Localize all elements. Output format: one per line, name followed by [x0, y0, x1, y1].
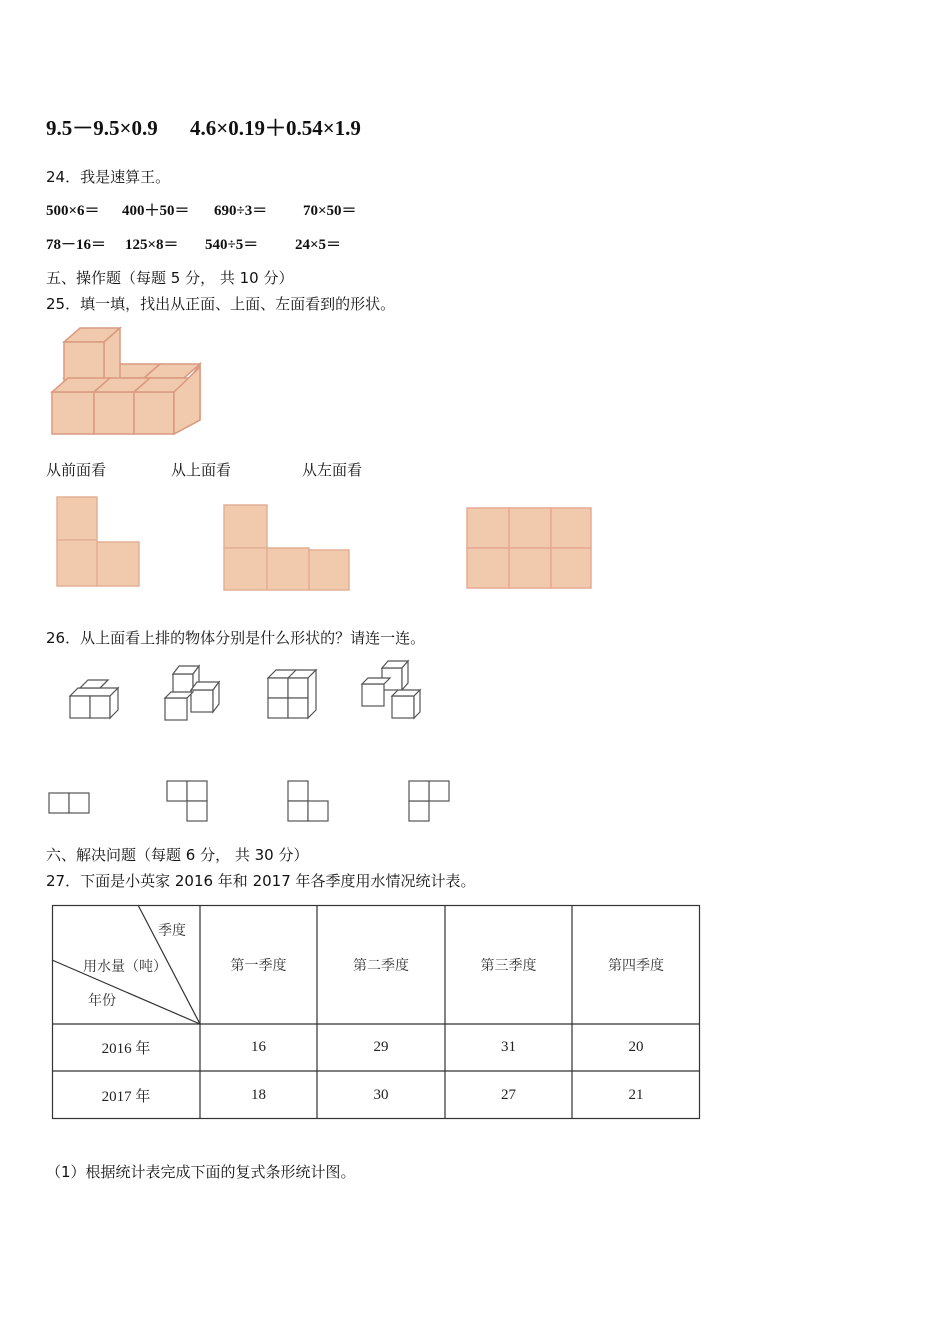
header-q3: 第三季度 [480, 957, 537, 974]
header-q2: 第二季度 [353, 957, 409, 974]
row-2017-q3: 27 [501, 1086, 516, 1103]
q24-item: 500×6＝ [46, 203, 100, 219]
q27-sub1: （1）根据统计表完成下面的复式条形统计图。 [46, 1163, 356, 1181]
water-usage-table [52, 905, 700, 1119]
view-label-top: 从上面看 [171, 461, 232, 479]
row-2016-q4: 20 [628, 1039, 644, 1055]
q26-object-4 [358, 658, 424, 724]
expression-1: 9.5－9.5×0.9 [46, 116, 158, 140]
q26-shape-b [166, 780, 212, 826]
q24-item: 70×50＝ [303, 203, 357, 219]
row-2017-q1: 18 [251, 1086, 266, 1103]
corner-label-year: 年份 [88, 993, 116, 1009]
row-2016-q1: 16 [251, 1039, 266, 1055]
q26-object-1 [66, 676, 126, 726]
top-view-shape [222, 503, 352, 593]
q26-shape-d [408, 780, 454, 826]
q25-title: 25．填一填，找出从正面、上面、左面看到的形状。 [46, 295, 396, 313]
expression-2: 4.6×0.19＋0.54×1.9 [190, 116, 361, 140]
header-q4: 第四季度 [608, 957, 664, 974]
q24-item: 400＋50＝ [122, 203, 190, 219]
q24-item: 125×8＝ [125, 237, 179, 253]
row-2017-year: 2017 年 [101, 1088, 151, 1105]
row-2016-q3: 31 [501, 1039, 516, 1055]
row-2016-year: 2016 年 [101, 1041, 151, 1057]
cube-stack-figure [50, 322, 220, 442]
q26-title: 26．从上面看上排的物体分别是什么形状的？请连一连。 [46, 629, 426, 647]
row-2017-q4: 21 [628, 1086, 644, 1103]
q26-shape-c [287, 780, 333, 826]
q24-title: 24．我是速算王。 [46, 168, 171, 186]
corner-label-usage: 用水量（吨） [83, 959, 167, 975]
corner-label-quarter: 季度 [158, 923, 186, 939]
section-5-title: 五、操作题（每题 5 分， 共 10 分） [46, 269, 294, 287]
row-2016-q2: 29 [373, 1039, 389, 1055]
row-2017-q2: 30 [373, 1086, 389, 1103]
q26-object-2 [161, 662, 223, 724]
q24-item: 78－16＝ [46, 237, 107, 253]
q26-shape-a [48, 792, 94, 816]
header-q1: 第一季度 [230, 957, 287, 974]
q24-item: 540÷5＝ [205, 237, 259, 253]
view-label-left: 从左面看 [302, 461, 363, 479]
left-view-shape [465, 506, 595, 590]
q24-item: 690÷3＝ [214, 203, 268, 219]
q27-title: 27．下面是小英家 2016 年和 2017 年各季度用水情况统计表。 [46, 872, 476, 890]
q26-object-3 [264, 664, 322, 722]
q24-item: 24×5＝ [295, 237, 342, 253]
front-view-shape [56, 496, 146, 588]
view-label-front: 从前面看 [46, 461, 107, 479]
section-6-title: 六、解决问题（每题 6 分， 共 30 分） [46, 846, 309, 864]
